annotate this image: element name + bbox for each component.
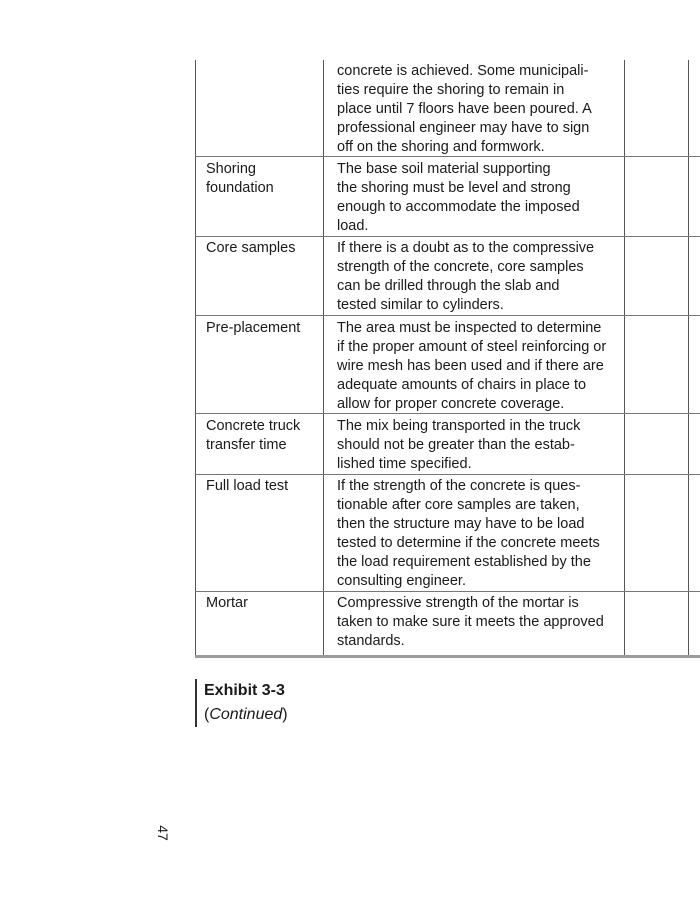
table-row-description: Compressive strength of the mortar is taken to make sure it meets the approved standards.: [337, 595, 604, 649]
table-row-item: Core samples: [206, 240, 296, 256]
exhibit-subtitle: [204, 703, 288, 727]
page-number: 47: [154, 825, 171, 841]
table-row-item: Shoring foundation: [206, 161, 274, 196]
exhibit-title: Exhibit 3-3: [204, 682, 285, 699]
table-row-item: Full load test: [206, 478, 289, 494]
column-divider: [195, 60, 196, 657]
column-divider: [323, 60, 324, 657]
column-divider: [624, 60, 625, 657]
continuation-description: concrete is achieved. Some municipali- ties require the shoring to remain in place until 7 floors have been poured. A professional engineer may have to sign off on the shoring and formwork.: [337, 63, 592, 155]
row-divider: [195, 156, 700, 157]
continued-label: Continued: [209, 706, 283, 723]
exhibit-caption: [195, 679, 288, 727]
row-divider: [195, 591, 700, 592]
row-divider: [195, 236, 700, 237]
row-divider: [195, 474, 700, 475]
table-row-description: If there is a doubt as to the compressive strength of the concrete, core samples can be drilled through the slab and tested similar to cylinders.: [337, 240, 595, 313]
table-row-item: Pre-placement: [206, 320, 301, 336]
table-row-description: If the strength of the concrete is ques- tionable after core samples are taken, then the structure may have to be load tested to determine if the concrete meets the load requirement established by the consulting engineer.: [337, 478, 600, 589]
table-bottom-rule: [195, 655, 700, 658]
inspection-table: [195, 60, 700, 657]
paren-close: ): [282, 706, 288, 723]
column-divider: [688, 60, 689, 657]
table-row-description: The area must be inspected to determine if the proper amount of steel reinforcing or wire mesh has been used and if there are adequate amounts of chairs in place to allow for proper concrete coverage.: [337, 320, 607, 412]
row-divider: [195, 315, 700, 316]
paren-open: (: [204, 706, 210, 723]
table-row-description: The base soil material supporting the shoring must be level and strong enough to accommodate the imposed load.: [337, 161, 580, 234]
table-row-item: Mortar: [206, 595, 248, 611]
table-row-description: The mix being transported in the truck should not be greater than the estab- lished time specified.: [337, 418, 581, 472]
row-divider: [195, 413, 700, 414]
table-row-item: Concrete truck transfer time: [206, 418, 301, 453]
